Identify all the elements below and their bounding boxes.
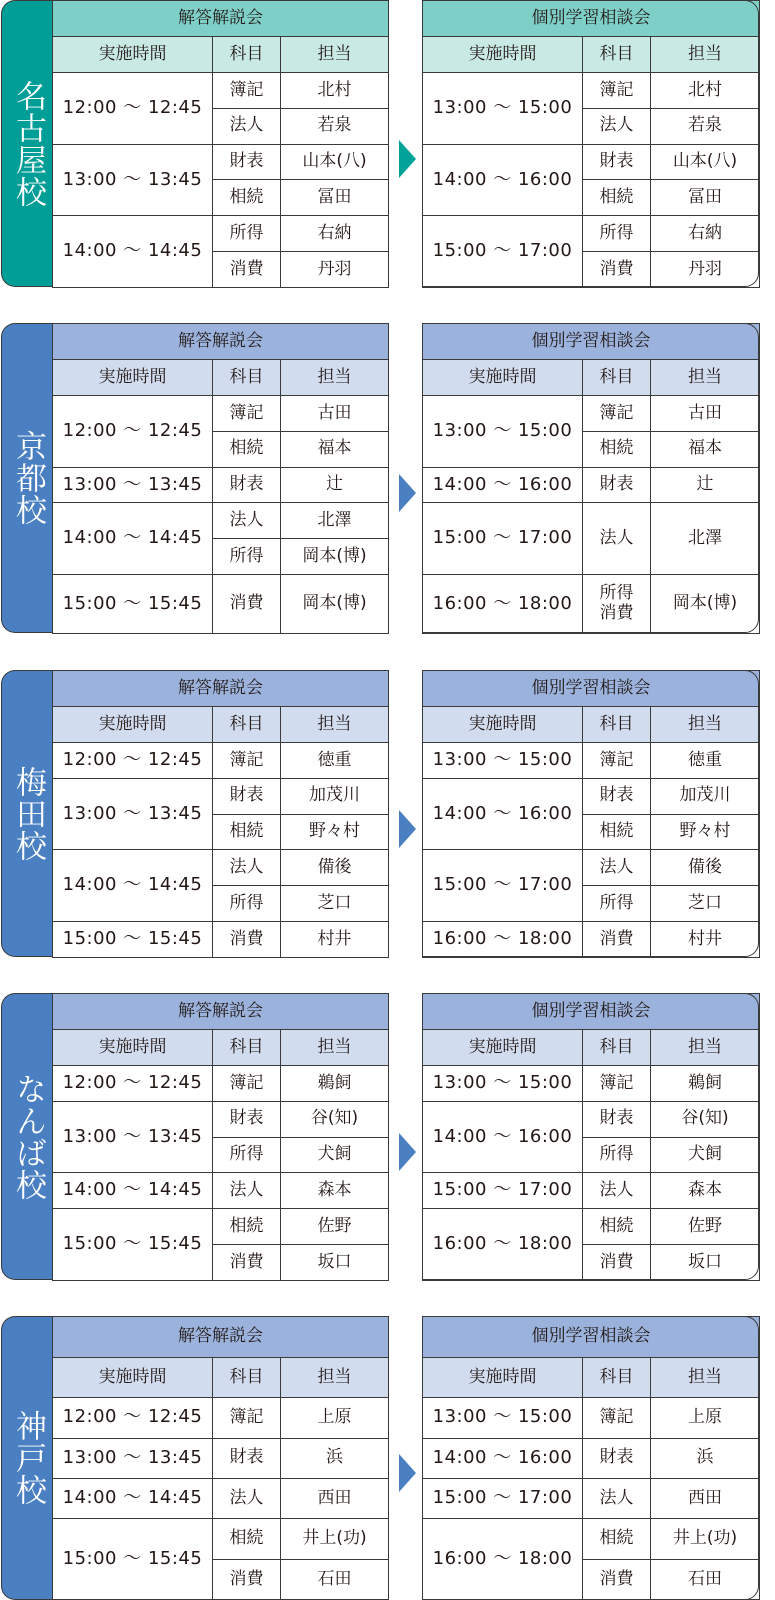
time-header: 実施時間 — [423, 360, 583, 396]
school-label — [1, 323, 53, 633]
time-cell: 14:00 〜 16:00 — [423, 1101, 583, 1173]
subject-header: 科目 — [213, 1357, 281, 1398]
school-label — [1, 0, 53, 287]
table-row — [423, 1101, 760, 1137]
subject-header: 科目 — [583, 37, 651, 73]
staff-cell: 北澤 — [651, 503, 760, 575]
table-row — [53, 778, 389, 814]
time-header: 実施時間 — [423, 1357, 583, 1398]
table-row — [53, 144, 389, 180]
subject-cell: 所得 — [583, 216, 651, 252]
school-block — [0, 323, 775, 633]
subject-cell: 簿記 — [213, 1066, 281, 1102]
subject-cell: 財表 — [583, 144, 651, 180]
subject-cell: 相続 — [213, 431, 281, 467]
table-row — [53, 467, 389, 503]
time-cell: 12:00 〜 12:45 — [53, 73, 213, 145]
subject-cell: 相続 — [583, 1519, 651, 1559]
subject-cell: 法人 — [213, 850, 281, 886]
school-label — [1, 670, 53, 957]
time-cell: 16:00 〜 18:00 — [423, 1209, 583, 1281]
school-block — [0, 670, 775, 957]
staff-cell: 古田 — [651, 396, 760, 432]
lecture-title: 解答解説会 — [53, 1317, 389, 1358]
subject-cell: 法人 — [213, 503, 281, 539]
subject-cell: 所得 — [583, 886, 651, 922]
table-row — [53, 73, 389, 109]
consult-table — [422, 0, 760, 288]
table-row — [423, 467, 760, 503]
staff-cell: 西田 — [281, 1478, 389, 1518]
time-header: 実施時間 — [423, 37, 583, 73]
table-row — [423, 743, 760, 779]
time-cell: 13:00 〜 13:45 — [53, 144, 213, 216]
staff-cell: 谷(知) — [651, 1101, 760, 1137]
lecture-title: 解答解説会 — [53, 671, 389, 707]
staff-cell: 鵜飼 — [281, 1066, 389, 1102]
staff-cell: 井上(功) — [281, 1519, 389, 1559]
subject-cell: 財表 — [583, 467, 651, 503]
school-name: 京都校 — [10, 430, 46, 526]
subject-header: 科目 — [213, 1030, 281, 1066]
time-header: 実施時間 — [423, 707, 583, 743]
staff-cell: 森本 — [651, 1173, 760, 1209]
staff-header: 担当 — [651, 1030, 760, 1066]
time-cell: 13:00 〜 15:00 — [423, 1066, 583, 1102]
school-block — [0, 0, 775, 287]
subject-cell: 財表 — [213, 778, 281, 814]
staff-header: 担当 — [651, 1357, 760, 1398]
staff-cell: 辻 — [651, 467, 760, 503]
staff-cell: 村井 — [651, 921, 760, 957]
staff-cell: 若泉 — [651, 108, 760, 144]
time-cell: 14:00 〜 16:00 — [423, 467, 583, 503]
staff-cell: 石田 — [651, 1559, 760, 1599]
subject-cell: 所得 — [213, 886, 281, 922]
table-row — [53, 1066, 389, 1102]
subject-cell: 簿記 — [213, 1398, 281, 1438]
time-cell: 15:00 〜 17:00 — [423, 1173, 583, 1209]
table-row — [423, 73, 760, 109]
time-cell: 14:00 〜 14:45 — [53, 1478, 213, 1518]
consult-title: 個別学習相談会 — [423, 994, 760, 1030]
table-row — [53, 850, 389, 886]
staff-header: 担当 — [281, 707, 389, 743]
subject-cell: 相続 — [213, 1519, 281, 1559]
staff-cell: 福本 — [281, 431, 389, 467]
table-row — [53, 1101, 389, 1137]
staff-cell: 備後 — [281, 850, 389, 886]
table-row — [423, 503, 760, 575]
subject-cell: 法人 — [583, 1173, 651, 1209]
subject-cell: 所得 — [583, 1137, 651, 1173]
table-row — [53, 743, 389, 779]
time-cell: 14:00 〜 14:45 — [53, 1173, 213, 1209]
subject-cell: 法人 — [583, 108, 651, 144]
subject-cell: 簿記 — [583, 73, 651, 109]
subject-cell: 相続 — [213, 1209, 281, 1245]
subject-cell: 消費 — [583, 1559, 651, 1599]
lecture-title: 解答解説会 — [53, 994, 389, 1030]
lecture-table — [52, 670, 389, 958]
staff-cell: 岡本(博) — [651, 574, 760, 633]
subject-header: 科目 — [213, 37, 281, 73]
staff-cell: 古田 — [281, 396, 389, 432]
lecture-table — [52, 0, 389, 288]
subject-cell: 簿記 — [583, 743, 651, 779]
table-row — [53, 1478, 389, 1518]
consult-title: 個別学習相談会 — [423, 1317, 760, 1358]
consult-table — [422, 323, 760, 634]
consult-title: 個別学習相談会 — [423, 324, 760, 360]
subject-cell: 消費 — [213, 574, 281, 633]
subject-cell: 簿記 — [583, 396, 651, 432]
arrow-right-icon — [399, 810, 416, 848]
subject-cell: 消費 — [583, 1244, 651, 1280]
subject-header: 科目 — [583, 707, 651, 743]
consult-table — [422, 670, 760, 958]
staff-cell: 野々村 — [651, 814, 760, 850]
time-cell: 13:00 〜 15:00 — [423, 396, 583, 468]
lecture-title: 解答解説会 — [53, 1, 389, 37]
arrow-right-icon — [399, 1133, 416, 1171]
table-row — [53, 216, 389, 252]
table-row — [423, 778, 760, 814]
time-header: 実施時間 — [53, 707, 213, 743]
staff-cell: 村井 — [281, 921, 389, 957]
staff-cell: 辻 — [281, 467, 389, 503]
staff-header: 担当 — [651, 37, 760, 73]
time-cell: 13:00 〜 15:00 — [423, 73, 583, 145]
table-row — [53, 1519, 389, 1559]
school-name: なんば校 — [10, 1072, 46, 1201]
staff-cell: 上原 — [651, 1398, 760, 1438]
staff-cell: 北澤 — [281, 503, 389, 539]
time-cell: 13:00 〜 13:45 — [53, 778, 213, 850]
time-cell: 14:00 〜 16:00 — [423, 1438, 583, 1478]
subject-cell: 所得 — [213, 1137, 281, 1173]
subject-cell: 法人 — [583, 1478, 651, 1518]
staff-cell: 佐野 — [651, 1209, 760, 1245]
staff-header: 担当 — [651, 707, 760, 743]
subject-cell: 相続 — [213, 180, 281, 216]
staff-cell: 野々村 — [281, 814, 389, 850]
consult-table — [422, 993, 760, 1281]
staff-cell: 加茂川 — [651, 778, 760, 814]
table-row — [53, 503, 389, 539]
staff-cell: 浜 — [281, 1438, 389, 1478]
time-cell: 12:00 〜 12:45 — [53, 1066, 213, 1102]
time-cell: 15:00 〜 17:00 — [423, 216, 583, 288]
lecture-table — [52, 993, 389, 1281]
table-row — [423, 1209, 760, 1245]
staff-cell: 冨田 — [651, 180, 760, 216]
subject-cell: 財表 — [213, 467, 281, 503]
time-cell: 15:00 〜 17:00 — [423, 503, 583, 575]
staff-cell: 坂口 — [651, 1244, 760, 1280]
staff-cell: 北村 — [281, 73, 389, 109]
table-row — [423, 921, 760, 957]
subject-header: 科目 — [213, 707, 281, 743]
table-row — [53, 921, 389, 957]
staff-cell: 森本 — [281, 1173, 389, 1209]
subject-cell: 消費 — [213, 251, 281, 287]
consult-title: 個別学習相談会 — [423, 1, 760, 37]
table-row — [53, 396, 389, 432]
school-block — [0, 1316, 775, 1600]
staff-cell: 徳重 — [281, 743, 389, 779]
staff-cell: 若泉 — [281, 108, 389, 144]
time-cell: 12:00 〜 12:45 — [53, 743, 213, 779]
staff-cell: 岡本(博) — [281, 539, 389, 575]
time-header: 実施時間 — [53, 1030, 213, 1066]
subject-cell: 法人 — [213, 1478, 281, 1518]
time-header: 実施時間 — [53, 37, 213, 73]
time-cell: 13:00 〜 13:45 — [53, 1101, 213, 1173]
subject-cell: 財表 — [213, 1101, 281, 1137]
time-cell: 13:00 〜 15:00 — [423, 743, 583, 779]
subject-cell: 消費 — [213, 1559, 281, 1599]
school-label — [1, 993, 53, 1280]
time-cell: 14:00 〜 16:00 — [423, 144, 583, 216]
staff-cell: 犬飼 — [651, 1137, 760, 1173]
subject-header: 科目 — [213, 360, 281, 396]
subject-cell: 消費 — [213, 1244, 281, 1280]
staff-header: 担当 — [281, 37, 389, 73]
subject-cell: 簿記 — [213, 73, 281, 109]
subject-header: 科目 — [583, 1357, 651, 1398]
subject-cell: 財表 — [213, 144, 281, 180]
subject-cell: 法人 — [583, 850, 651, 886]
subject-cell: 相続 — [583, 814, 651, 850]
time-cell: 16:00 〜 18:00 — [423, 921, 583, 957]
time-cell: 16:00 〜 18:00 — [423, 1519, 583, 1600]
table-row — [53, 1438, 389, 1478]
staff-header: 担当 — [281, 360, 389, 396]
staff-cell: 山本(八) — [651, 144, 760, 180]
table-row — [423, 1173, 760, 1209]
table-row — [53, 574, 389, 633]
subject-cell: 消費 — [213, 921, 281, 957]
time-header: 実施時間 — [53, 360, 213, 396]
staff-cell: 山本(八) — [281, 144, 389, 180]
subject-cell: 財表 — [583, 1101, 651, 1137]
staff-cell: 井上(功) — [651, 1519, 760, 1559]
table-row — [423, 574, 760, 633]
table-row — [53, 1173, 389, 1209]
subject-cell: 法人 — [213, 1173, 281, 1209]
time-cell: 12:00 〜 12:45 — [53, 396, 213, 468]
subject-cell: 財表 — [583, 1438, 651, 1478]
arrow-right-icon — [399, 474, 416, 512]
time-cell: 14:00 〜 14:45 — [53, 850, 213, 922]
time-cell: 15:00 〜 15:45 — [53, 1519, 213, 1600]
subject-cell: 所得 — [213, 539, 281, 575]
table-row — [423, 144, 760, 180]
time-cell: 13:00 〜 13:45 — [53, 467, 213, 503]
staff-cell: 北村 — [651, 73, 760, 109]
subject-cell: 法人 — [583, 503, 651, 575]
table-row — [53, 1398, 389, 1438]
school-name: 神戸校 — [10, 1410, 46, 1506]
subject-header: 科目 — [583, 360, 651, 396]
table-row — [423, 1478, 760, 1518]
time-cell: 15:00 〜 15:45 — [53, 1209, 213, 1281]
staff-cell: 丹羽 — [651, 251, 760, 287]
time-cell: 13:00 〜 15:00 — [423, 1398, 583, 1438]
subject-cell: 相続 — [213, 814, 281, 850]
staff-cell: 佐野 — [281, 1209, 389, 1245]
school-block — [0, 993, 775, 1280]
subject-cell: 消費 — [583, 921, 651, 957]
subject-cell: 所得 消費 — [583, 574, 651, 633]
staff-header: 担当 — [651, 360, 760, 396]
staff-cell: 石田 — [281, 1559, 389, 1599]
lecture-table — [52, 323, 389, 634]
table-row — [423, 216, 760, 252]
staff-cell: 芝口 — [651, 886, 760, 922]
time-cell: 14:00 〜 14:45 — [53, 503, 213, 575]
subject-cell: 相続 — [583, 180, 651, 216]
lecture-table — [52, 1316, 389, 1600]
staff-cell: 上原 — [281, 1398, 389, 1438]
time-cell: 12:00 〜 12:45 — [53, 1398, 213, 1438]
staff-cell: 犬飼 — [281, 1137, 389, 1173]
subject-cell: 簿記 — [583, 1066, 651, 1102]
staff-cell: 丹羽 — [281, 251, 389, 287]
staff-cell: 福本 — [651, 431, 760, 467]
staff-cell: 岡本(博) — [281, 574, 389, 633]
subject-cell: 相続 — [583, 1209, 651, 1245]
time-cell: 16:00 〜 18:00 — [423, 574, 583, 633]
staff-cell: 鵜飼 — [651, 1066, 760, 1102]
subject-cell: 財表 — [213, 1438, 281, 1478]
table-row — [423, 1398, 760, 1438]
arrow-right-icon — [399, 1454, 416, 1492]
time-cell: 15:00 〜 17:00 — [423, 1478, 583, 1518]
time-cell: 15:00 〜 15:45 — [53, 921, 213, 957]
staff-cell: 冨田 — [281, 180, 389, 216]
time-header: 実施時間 — [423, 1030, 583, 1066]
consult-table — [422, 1316, 760, 1600]
staff-cell: 谷(知) — [281, 1101, 389, 1137]
arrow-right-icon — [399, 140, 416, 178]
time-cell: 13:00 〜 13:45 — [53, 1438, 213, 1478]
table-row — [423, 396, 760, 432]
table-row — [423, 1066, 760, 1102]
time-cell: 14:00 〜 14:45 — [53, 216, 213, 288]
school-name: 梅田校 — [10, 765, 46, 862]
staff-cell: 坂口 — [281, 1244, 389, 1280]
time-cell: 15:00 〜 15:45 — [53, 574, 213, 633]
time-cell: 14:00 〜 16:00 — [423, 778, 583, 850]
school-label — [1, 1316, 53, 1600]
staff-cell: 右納 — [281, 216, 389, 252]
subject-cell: 簿記 — [213, 743, 281, 779]
school-name: 名古屋校 — [10, 79, 46, 208]
table-row — [53, 1209, 389, 1245]
subject-cell: 簿記 — [213, 396, 281, 432]
staff-cell: 右納 — [651, 216, 760, 252]
table-row — [423, 1519, 760, 1559]
subject-cell: 相続 — [583, 431, 651, 467]
staff-cell: 備後 — [651, 850, 760, 886]
consult-title: 個別学習相談会 — [423, 671, 760, 707]
staff-header: 担当 — [281, 1357, 389, 1398]
time-header: 実施時間 — [53, 1357, 213, 1398]
subject-cell: 簿記 — [583, 1398, 651, 1438]
subject-cell: 所得 — [213, 216, 281, 252]
time-cell: 15:00 〜 17:00 — [423, 850, 583, 922]
table-row — [423, 850, 760, 886]
staff-cell: 西田 — [651, 1478, 760, 1518]
table-row — [423, 1438, 760, 1478]
lecture-title: 解答解説会 — [53, 324, 389, 360]
subject-cell: 消費 — [583, 251, 651, 287]
subject-cell: 法人 — [213, 108, 281, 144]
staff-cell: 徳重 — [651, 743, 760, 779]
subject-cell: 財表 — [583, 778, 651, 814]
staff-header: 担当 — [281, 1030, 389, 1066]
staff-cell: 浜 — [651, 1438, 760, 1478]
subject-header: 科目 — [583, 1030, 651, 1066]
staff-cell: 芝口 — [281, 886, 389, 922]
staff-cell: 加茂川 — [281, 778, 389, 814]
